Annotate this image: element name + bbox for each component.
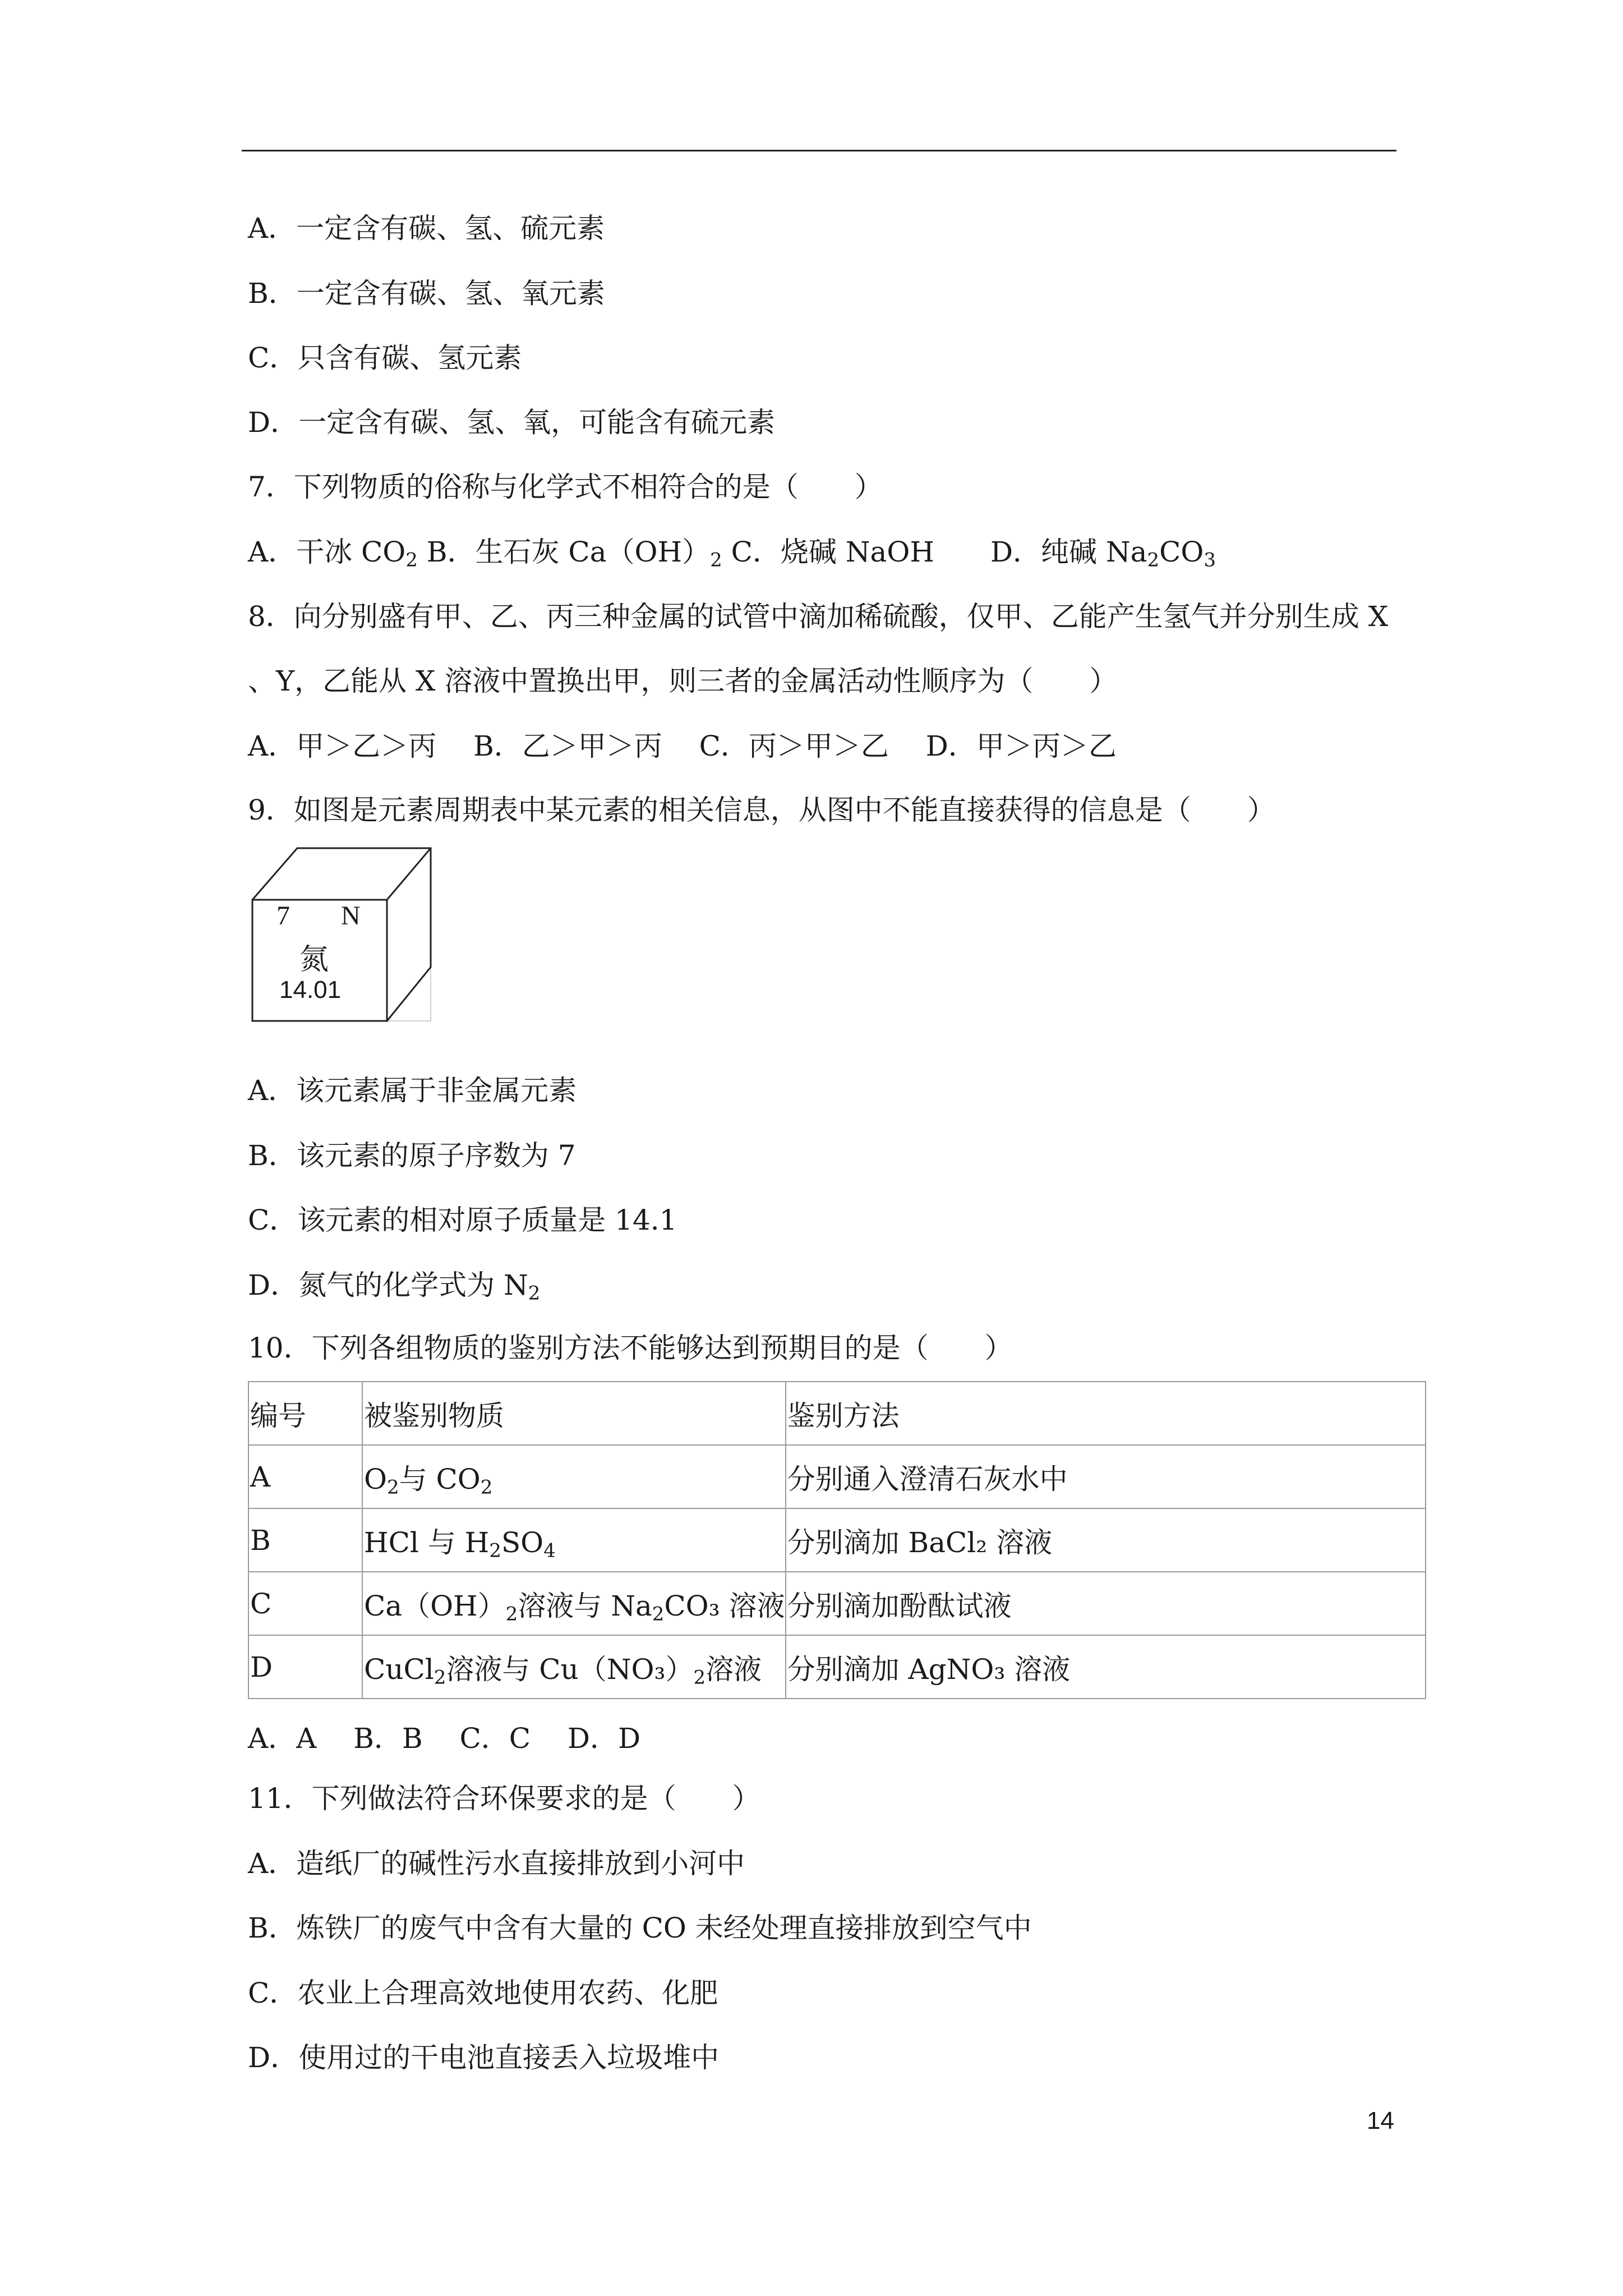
element-atomic-mass: 14.01 bbox=[279, 976, 342, 1004]
table-cell-substances: $O_2$与 $CO_2$ bbox=[362, 1445, 786, 1508]
table-header-cell: 编号 bbox=[248, 1382, 362, 1445]
q6-option-b: B．一定含有碳、氢、氧元素 bbox=[248, 277, 605, 310]
q10-stem: 10．下列各组物质的鉴别方法不能够达到预期目的是（ ） bbox=[248, 1332, 1013, 1364]
table-cell-method: 分别滴加 AgNO₃ 溶液 bbox=[786, 1635, 1426, 1699]
page-number: 14 bbox=[1367, 2107, 1394, 2134]
q11-stem: 11．下列做法符合环保要求的是（ ） bbox=[248, 1782, 760, 1815]
table-cell-method: 分别滴加酚酞试液 bbox=[786, 1572, 1426, 1635]
table-header-cell: 被鉴别物质 bbox=[362, 1382, 786, 1445]
q8-stem-line1: 8．向分别盛有甲、乙、丙三种金属的试管中滴加稀硫酸，仅甲、乙能产生氢气并分别生成 X bbox=[248, 600, 1389, 633]
q11-option-a: A．造纸厂的碱性污水直接排放到小河中 bbox=[248, 1847, 745, 1880]
q7-options: A．干冰 $CO_2$ B．生石灰 $Ca(OH)_2$ C．烧碱 NaOH D．纯碱 $Na_2CO_3$ bbox=[248, 536, 1216, 572]
element-name: 氮 bbox=[299, 943, 329, 977]
q8-options: A．甲＞乙＞丙 B．乙＞甲＞丙 C．丙＞甲＞乙 D．甲＞丙＞乙 bbox=[248, 730, 1117, 762]
q6-option-c: C．只含有碳、氢元素 bbox=[248, 342, 522, 374]
element-atomic-number: 7 bbox=[276, 901, 290, 931]
table-cell-substances: CuCl$_2$溶液与 $Cu(NO_3)_2$溶液 bbox=[362, 1635, 786, 1699]
header-rule bbox=[242, 150, 1396, 151]
table-header-cell: 鉴别方法 bbox=[786, 1382, 1426, 1445]
table-cell-id: B bbox=[248, 1508, 362, 1572]
q9-stem: 9．如图是元素周期表中某元素的相关信息，从图中不能直接获得的信息是（ ） bbox=[248, 794, 1275, 826]
table-cell-method: 分别通入澄清石灰水中 bbox=[786, 1445, 1426, 1508]
element-symbol: N bbox=[341, 901, 361, 931]
element-cell-figure bbox=[251, 846, 432, 1022]
q10-options: A．A B．B C．C D．D bbox=[248, 1722, 641, 1755]
q7-stem: 7．下列物质的俗称与化学式不相符合的是（ ） bbox=[248, 471, 883, 503]
q8-stem-line2: 、Y，乙能从 X 溶液中置换出甲，则三者的金属活动性顺序为（ ） bbox=[248, 665, 1118, 697]
table-row bbox=[248, 1445, 1426, 1508]
table-row bbox=[248, 1572, 1426, 1635]
q6-option-d: D．一定含有碳、氢、氧，可能含有硫元素 bbox=[248, 406, 776, 439]
q6-option-a: A．一定含有碳、氢、硫元素 bbox=[248, 212, 605, 245]
table-header-row bbox=[248, 1382, 1426, 1445]
q11-option-d: D．使用过的干电池直接丢入垃圾堆中 bbox=[248, 2041, 720, 2074]
q9-option-a: A．该元素属于非金属元素 bbox=[248, 1074, 577, 1107]
q9-option-c: C．该元素的相对原子质量是 14.1 bbox=[248, 1204, 677, 1236]
table-cell-method: 分别滴加 BaCl₂ 溶液 bbox=[786, 1508, 1426, 1572]
table-cell-id: A bbox=[248, 1445, 362, 1508]
table-cell-substances: HCl 与 $H_2SO_4$ bbox=[362, 1508, 786, 1572]
element-cell-box bbox=[251, 846, 432, 1022]
q9-option-d: D．氮气的化学式为 $N_2$ bbox=[248, 1269, 541, 1305]
q11-option-b: B．炼铁厂的废气中含有大量的 CO 未经处理直接排放到空气中 bbox=[248, 1912, 1032, 1944]
q11-option-c: C．农业上合理高效地使用农药、化肥 bbox=[248, 1977, 718, 2009]
identification-table bbox=[248, 1381, 1426, 1699]
table-row bbox=[248, 1508, 1426, 1572]
table-cell-id: D bbox=[248, 1635, 362, 1699]
table-row bbox=[248, 1635, 1426, 1699]
q9-option-b: B．该元素的原子序数为 7 bbox=[248, 1139, 576, 1172]
table-cell-substances: $Ca(OH)_2$溶液与 $Na_2CO_3$ 溶液 bbox=[362, 1572, 786, 1635]
table-cell-id: C bbox=[248, 1572, 362, 1635]
